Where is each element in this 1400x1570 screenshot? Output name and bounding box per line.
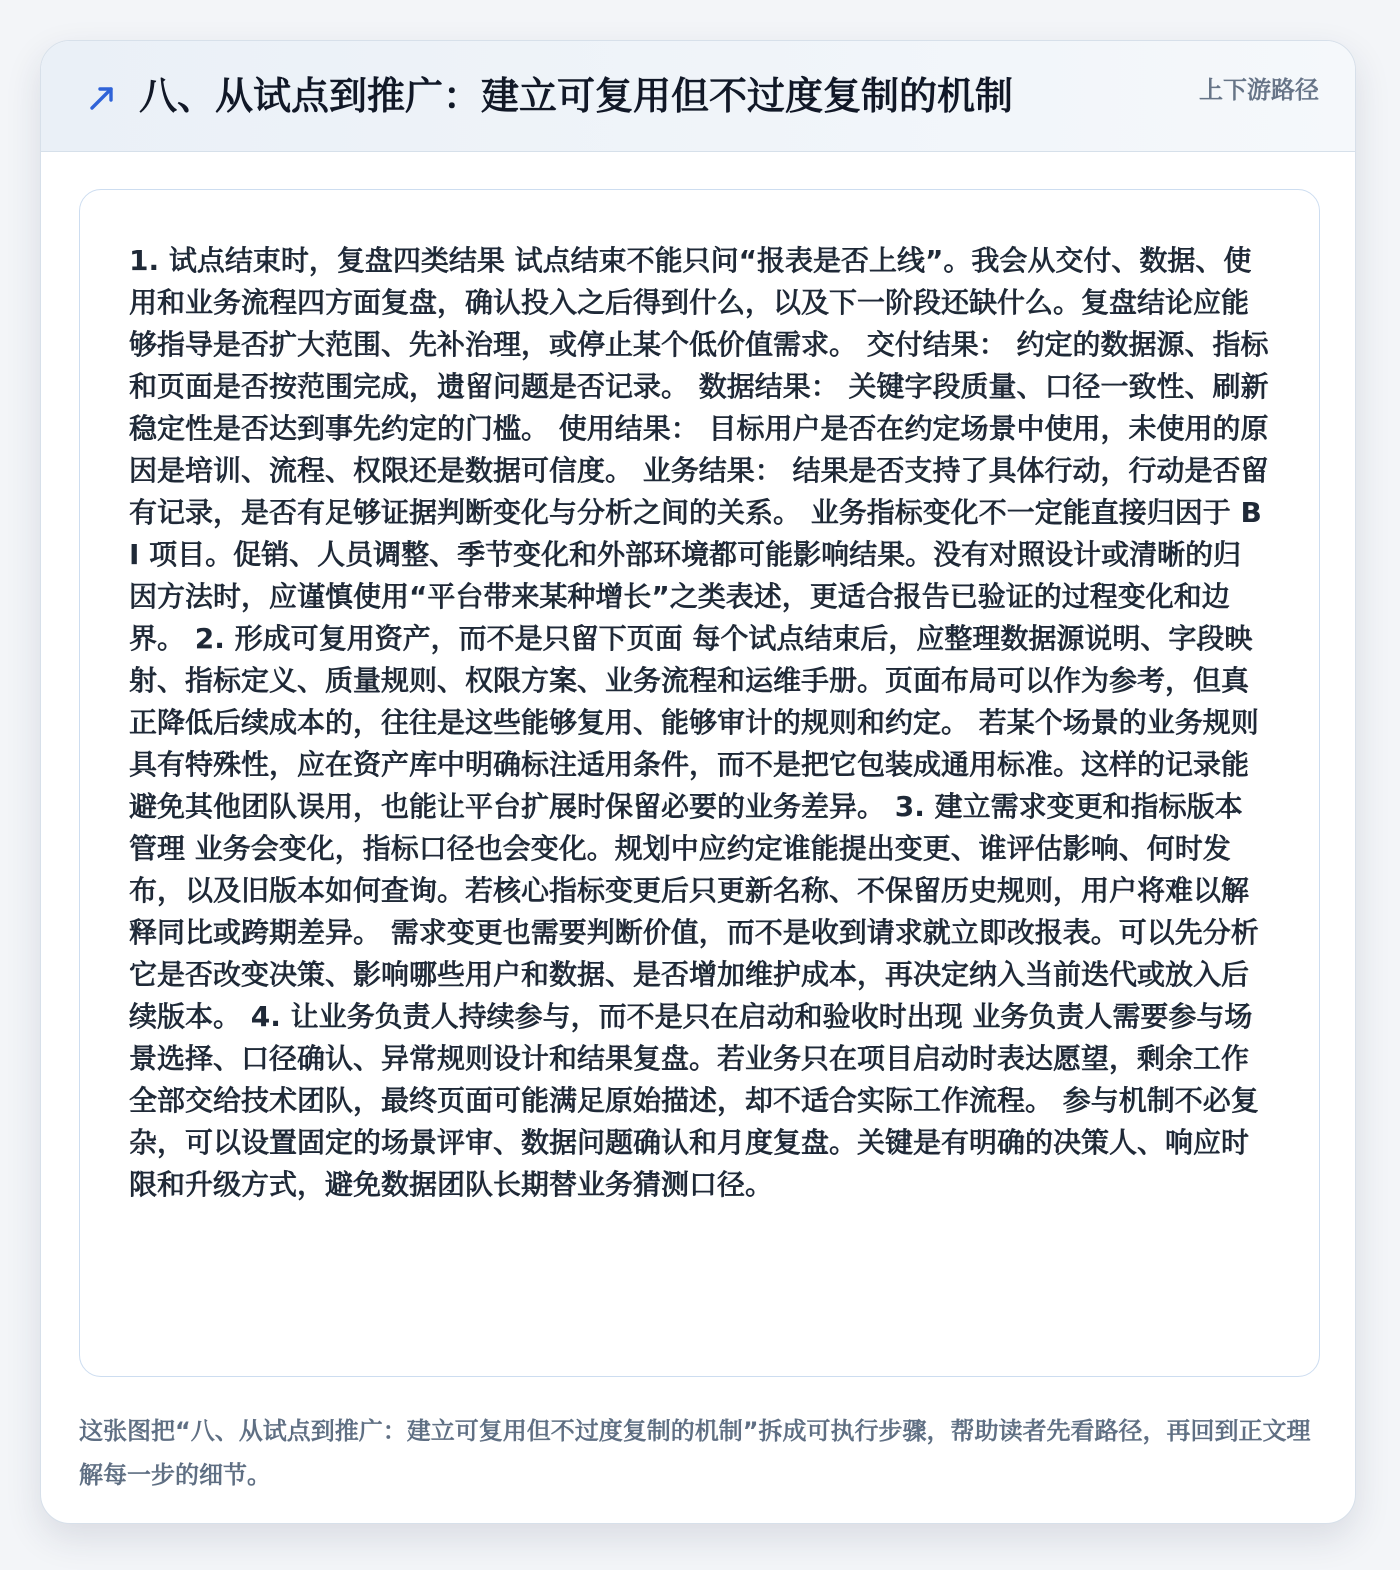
content-panel [79,189,1320,1377]
path-tag: 上下游路径 [1199,76,1319,104]
trend-arrow-icon [87,81,119,113]
card-header [41,41,1356,152]
section-title: 八、从试点到推广：建立可复用但不过度复制的机制 [139,74,1014,118]
article-card [40,40,1356,1524]
article-body: 1. 试点结束时，复盘四类结果 试点结束不能只问“报表是否上线”。我会从交付、数据、使用和业务流程四方面复盘，确认投入之后得到什么，以及下一阶段还缺什么。复盘结论应能够指导是否扩大范围、先补治理，或停止某个低价值需求。 交付结果： 约定的数据源、指标和页面是否按范围完成，遗留问题是否记录。 数据结果： 关键字段质量、口径一致性、刷新稳定性是否达到事先约定的门槛。 使用结果： 目标用户是否在约定场景中使用，未使用的原因是培训、流程、权限还是数据可信度。 业务结果： 结果是否支持了具体行动，行动是否留有记录，是否有足够证据判断变化与分析之间的关系。 业务指标变化不一定能直接归因于 BI 项目。促销、人员调整、季节变化和外部环境都可能影响结果。没有对照设计或清晰的归因方法时，应谨慎使用“平台带来某种增长”之类表述，更适合报告已验证的过程变化和边界。 2. 形成可复用资产，而不是只留下页面 每个试点结束后，应整理数据源说明、字段映射、指标定义、质量规则、权限方案、业务流程和运维手册。页面布局可以作为参考，但真正降低后续成本的，往往是这些能够复用、能够审计的规则和约定。 若某个场景的业务规则具有特殊性，应在资产库中明确标注适用条件，而不是把它包装成通用标准。这样的记录能避免其他团队误用，也能让平台扩展时保留必要的业务差异。 3. 建立需求变更和指标版本管理 业务会变化，指标口径也会变化。规划中应约定谁能提出变更、谁评估影响、何时发布，以及旧版本如何查询。若核心指标变更后只更新名称、不保留历史规则，用户将难以解释同比或跨期差异。 需求变更也需要判断价值，而不是收到请求就立即改报表。可以先分析它是否改变决策、影响哪些用户和数据、是否增加维护成本，再决定纳入当前迭代或放入后续版本。 4. 让业务负责人持续参与，而不是只在启动和验收时出现 业务负责人需要参与场景选择、口径确认、异常规则设计和结果复盘。若业务只在项目启动时表达愿望，剩余工作全部交给技术团队，最终页面可能满足原始描述，却不适合实际工作流程。 参与机制不必复杂，可以设置固定的场景评审、数据问题确认和月度复盘。关键是有明确的决策人、响应时限和升级方式，避免数据团队长期替业务猜测口径。 [129,244,1269,1201]
figure-caption: 这张图把“八、从试点到推广：建立可复用但不过度复制的机制”拆成可执行步骤，帮助读者先看路径，再回到正文理解每一步的细节。 [79,1417,1311,1489]
